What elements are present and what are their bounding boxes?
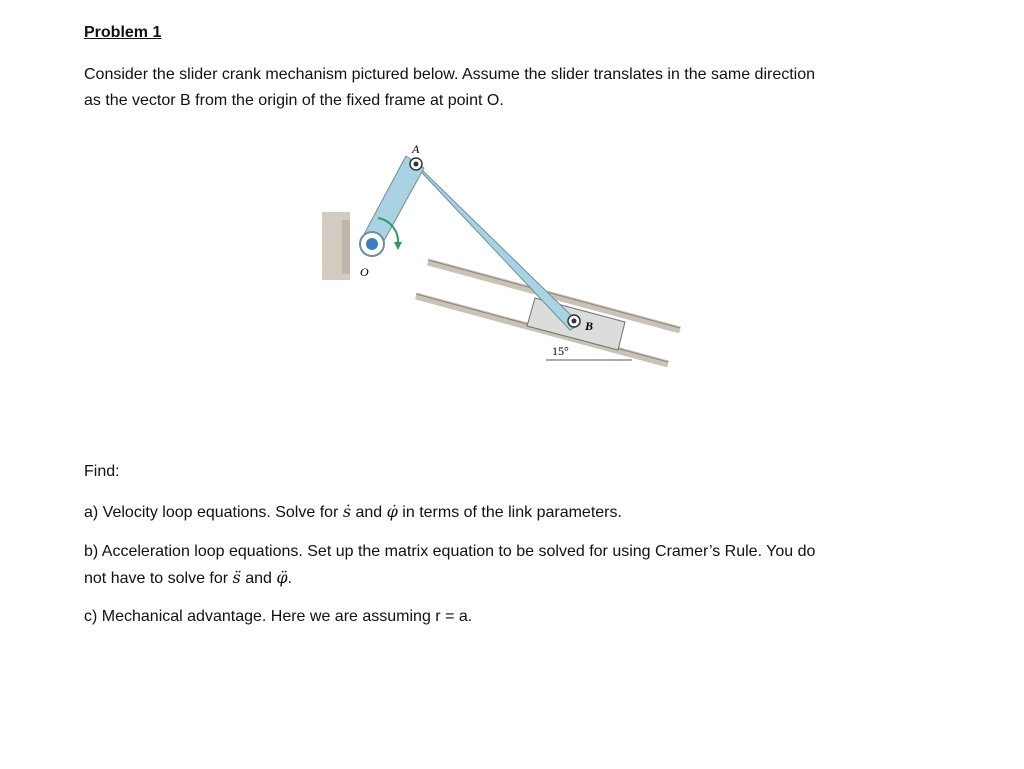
part-b-prefix: not have to solve for xyxy=(84,570,233,587)
pin-o-center xyxy=(366,238,378,250)
phi-ddot-symbol: φ̈ xyxy=(276,568,288,587)
part-a-prefix: a) Velocity loop equations. Solve for xyxy=(84,504,343,521)
part-a xyxy=(84,499,904,526)
s-dot-symbol: ṡ xyxy=(342,502,352,521)
problem-title: Problem 1 xyxy=(84,24,162,41)
part-c: c) Mechanical advantage. Here we are assuming r = a. xyxy=(84,608,473,625)
intro-line-1: Consider the slider crank mechanism pictured below. Assume the slider translates in the same direction xyxy=(84,66,816,83)
rotation-arrowhead xyxy=(394,242,402,250)
intro-line-2: as the vector B from the origin of the fixed frame at point O. xyxy=(84,92,504,109)
part-a-mid: and xyxy=(351,504,387,521)
part-b-suffix: . xyxy=(287,570,292,587)
find-label: Find: xyxy=(84,463,120,480)
pin-b-center xyxy=(572,319,577,324)
pin-a xyxy=(410,142,422,170)
part-a-suffix: in terms of the link parameters. xyxy=(397,504,622,521)
label-o: O xyxy=(360,265,369,279)
pin-o xyxy=(360,232,384,279)
label-a: A xyxy=(412,142,420,156)
s-ddot-symbol: s̈ xyxy=(232,568,241,587)
part-b xyxy=(84,539,904,592)
part-b-line-1: b) Acceleration loop equations. Set up the matrix equation to be solved for using Cramer’s Rule. You do xyxy=(84,543,816,560)
fixed-ground xyxy=(322,212,350,280)
phi-dot-symbol: φ̇ xyxy=(386,502,398,521)
slider-crank-figure xyxy=(320,138,690,388)
ground-shade xyxy=(342,220,350,274)
angle-label: 15° xyxy=(552,344,569,358)
part-b-mid: and xyxy=(240,570,277,587)
label-b: B xyxy=(585,319,594,333)
intro-paragraph xyxy=(84,62,904,114)
pin-a-center xyxy=(414,162,419,167)
